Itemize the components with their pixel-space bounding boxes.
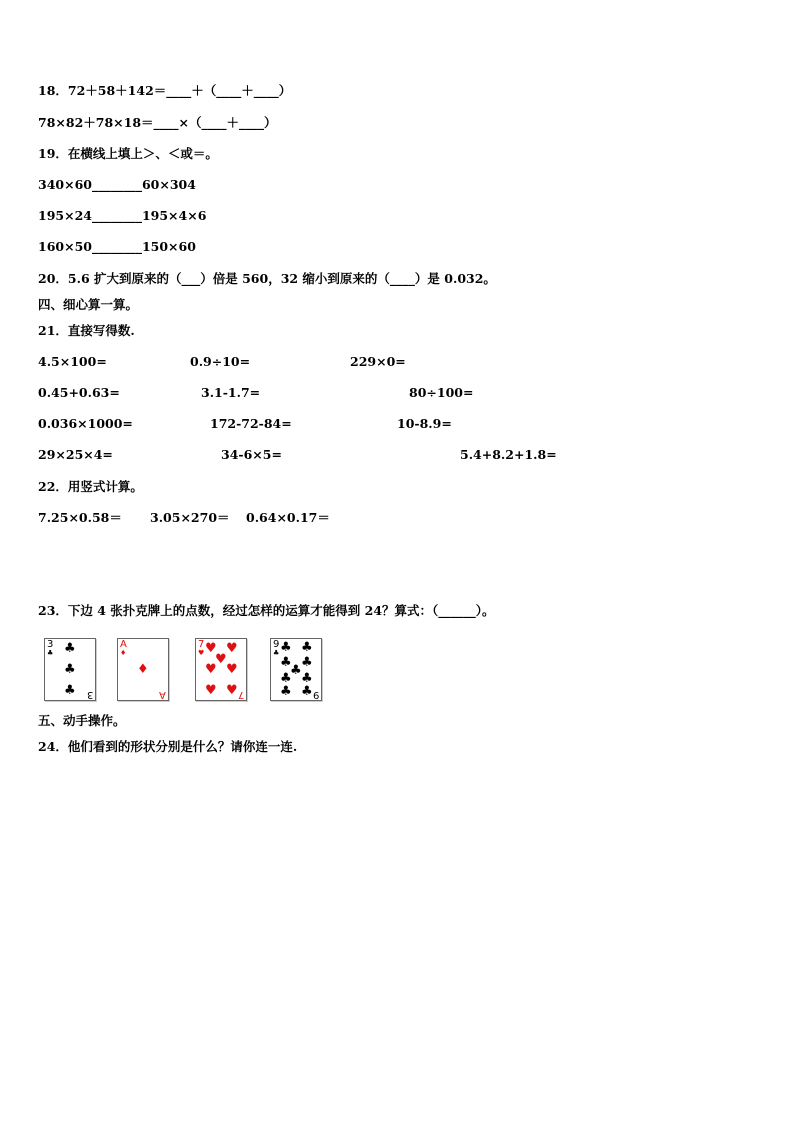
heart-icon: ♥ [215,652,227,667]
section5-heading: 五、动手操作。 [38,713,126,728]
q23-title: 23．下边 4 张扑克牌上的点数，经过怎样的运算才能得到 24？算式：（______）。 [38,603,495,618]
section4-heading: 四、细心算一算。 [38,297,139,312]
q21-item: 5.4+8.2+1.8= [460,447,557,462]
q24-text: 24．他们看到的形状分别是什么？请你连一连. [38,739,298,754]
club-icon: ♣ [301,655,313,670]
q21-item: 29×25×4= [38,447,113,462]
club-icon: ♣ [301,684,313,699]
club-icon: ♣ [64,683,76,698]
card-nine-of-clubs [270,638,322,701]
q22-item: 3.05×270＝ [150,510,230,525]
card-rank: A [159,689,166,700]
card-three-of-clubs [44,638,96,701]
q19-title: 19．在横线上填上＞、＜或＝。 [38,146,218,161]
card-rank: 9 [273,639,280,650]
q21-item: 4.5×100= [38,354,107,369]
q22-title: 22．用竖式计算。 [38,479,143,494]
q18-line2: 78×82＋78×18＝____×（____＋____） [38,115,277,130]
q21-item: 3.1-1.7= [201,385,261,400]
q19-row-2: 195×24________195×4×6 [38,208,207,223]
diamond-icon: ♦ [137,662,149,677]
heart-icon: ♥ [205,683,217,698]
q21-item: 80÷100= [409,385,474,400]
diamond-icon: ♦ [120,649,127,657]
club-icon: ♣ [64,662,76,677]
heart-icon: ♥ [205,662,217,677]
club-icon: ♣ [280,655,292,670]
club-icon: ♣ [301,640,313,655]
q20-text: 20．5.6 扩大到原来的（___）倍是 560，32 缩小到原来的（____）是 0.032。 [38,271,496,286]
card-rank: 9 [312,689,319,700]
club-icon: ♣ [280,640,292,655]
heart-icon: ♥ [198,649,205,657]
heart-icon: ♥ [205,641,217,656]
card-rank: A [120,639,127,650]
club-icon: ♣ [273,649,280,657]
q21-item: 0.45+0.63= [38,385,120,400]
q21-item: 0.9÷10= [190,354,251,369]
club-icon: ♣ [64,641,76,656]
card-seven-of-hearts [195,638,247,701]
club-icon: ♣ [280,684,292,699]
q21-item: 172-72-84= [210,416,292,431]
heart-icon: ♥ [226,662,238,677]
q21-item: 0.036×1000= [38,416,133,431]
q21-title: 21．直接写得数. [38,323,135,338]
q22-item: 0.64×0.17＝ [246,510,330,525]
club-icon: ♣ [47,649,54,657]
q21-item: 10-8.9= [397,416,452,431]
card-ace-of-diamonds [117,638,169,701]
card-rank: 3 [86,689,93,700]
card-rank: 7 [198,639,205,650]
club-icon: ♣ [290,663,302,678]
q21-item: 229×0= [350,354,406,369]
club-icon: ♣ [301,671,313,686]
card-rank: 3 [47,639,54,650]
card-rank: 7 [237,689,244,700]
q19-row-1: 340×60________60×304 [38,177,196,192]
q18-line1: 18．72＋58＋142＝____＋（____＋____） [38,83,292,98]
club-icon: ♣ [280,671,292,686]
heart-icon: ♥ [226,683,238,698]
q19-row-3: 160×50________150×60 [38,239,196,254]
q21-item: 34-6×5= [221,447,282,462]
q22-item: 7.25×0.58＝ [38,510,122,525]
heart-icon: ♥ [226,641,238,656]
